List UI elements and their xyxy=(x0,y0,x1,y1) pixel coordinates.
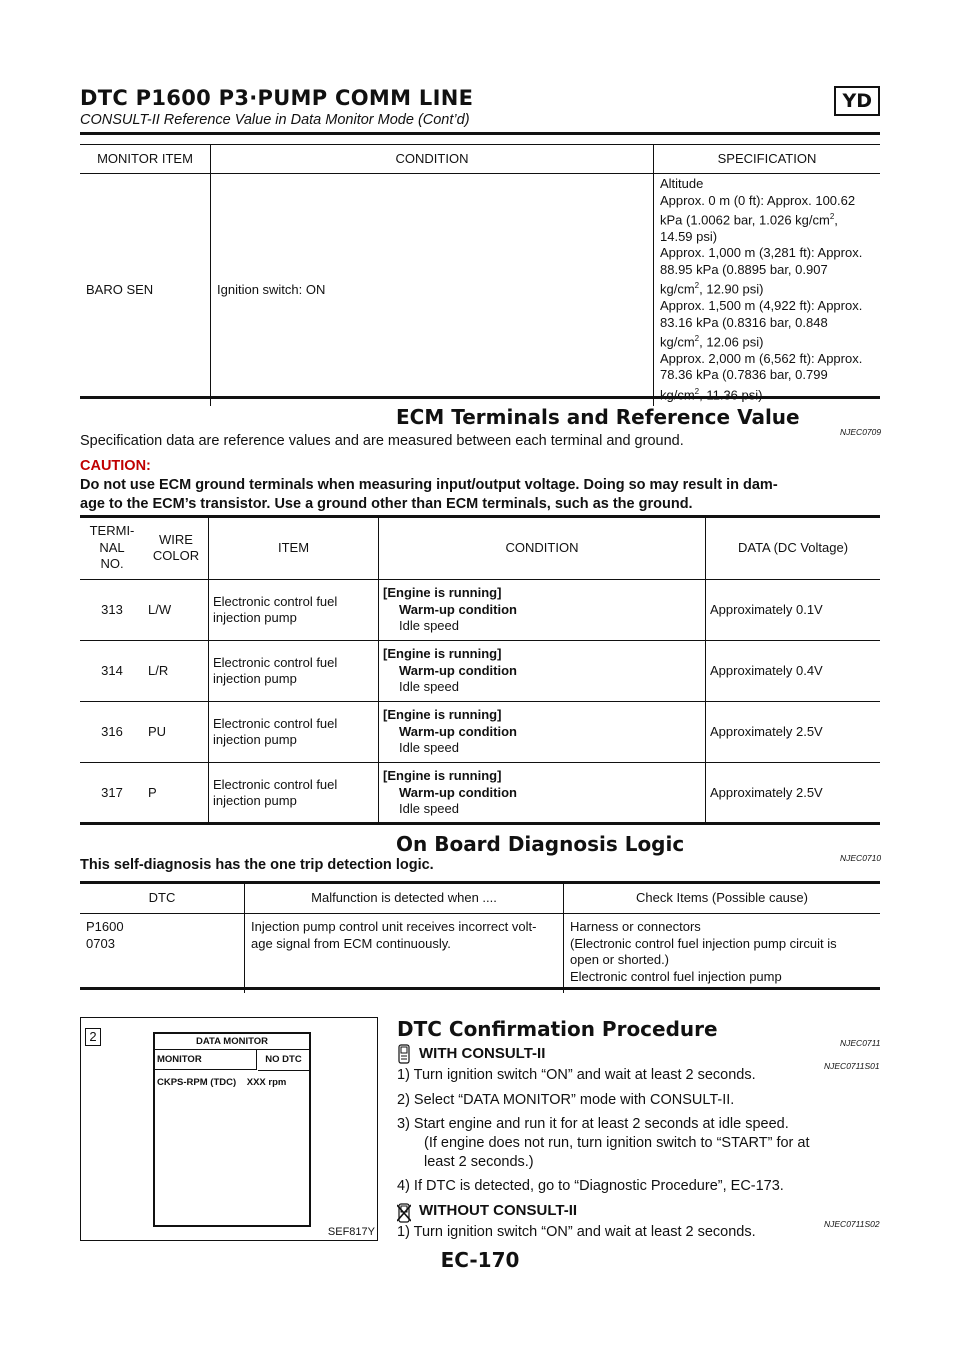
screen-title: DATA MONITOR xyxy=(155,1034,309,1050)
caution-line: age to the ECM’s transistor. Use a ground other than ECM terminals, such as the ground. xyxy=(80,496,693,512)
model-badge: YD xyxy=(834,86,880,116)
condition-cell: [Engine is running] Warm-up condition Idle speed xyxy=(379,641,706,702)
header-condition: CONDITION xyxy=(379,517,706,580)
obd-section-code: NJEC0710 xyxy=(840,853,882,863)
wire-color: PU xyxy=(144,702,209,763)
wire-color: P xyxy=(148,784,157,800)
terminal-no: 317 xyxy=(101,784,123,800)
item-cell: Electronic control fuel injection pump xyxy=(209,702,379,763)
spec-line: 14.59 psi) xyxy=(660,228,718,244)
item-cell: Electronic control fuel injection pump xyxy=(209,641,379,702)
item-cell: Electronic control fuel injection pump xyxy=(209,580,379,641)
header-wire-color: WIRE COLOR xyxy=(144,517,209,580)
spec-line: $kg/cm^2$, 12.06 psi) xyxy=(660,334,764,350)
header-specification: SPECIFICATION xyxy=(654,145,881,174)
specification-cell xyxy=(654,174,881,406)
table-row xyxy=(80,763,880,824)
header-dtc: DTC xyxy=(80,884,245,914)
with-consult-title: WITH CONSULT-II xyxy=(419,1045,546,1062)
spec-line: kPa (1.0062 bar, 1.026 $kg/cm^2$, xyxy=(660,212,838,228)
without-consult-title: WITHOUT CONSULT-II xyxy=(419,1202,578,1219)
step-1: 1) Turn ignition switch “ON” and wait at least 2 seconds. xyxy=(397,1067,756,1083)
monitor-table xyxy=(80,145,880,406)
without-consult-code: NJEC0711S02 xyxy=(824,1219,880,1229)
table-row xyxy=(80,702,880,763)
ecm-section-title: ECM Terminals and Reference Value xyxy=(396,405,800,429)
step-3-cont: (If engine does not run, turn ignition switch to “START” for at xyxy=(424,1135,810,1151)
terminal-no: 316 xyxy=(80,702,144,763)
page-number: EC-170 xyxy=(440,1248,520,1272)
header-terminal-no: TERMI- NAL NO. xyxy=(80,517,144,580)
without-step-1: 1) Turn ignition switch “ON” and wait at least 2 seconds. xyxy=(397,1224,756,1240)
condition-cell: [Engine is running] Warm-up condition Idle speed xyxy=(379,702,706,763)
table-row xyxy=(80,580,880,641)
page-title: DTC P1600 P3·PUMP COMM LINE xyxy=(80,86,474,110)
step-4: 4) If DTC is detected, go to “Diagnostic Procedure”, EC-173. xyxy=(397,1178,784,1194)
terminal-no: 314 xyxy=(80,641,144,702)
caution-line: Do not use ECM ground terminals when measuring input/output voltage. Doing so may result in dam- xyxy=(80,477,778,493)
step-3: 3) Start engine and run it for at least 2 seconds at idle speed. xyxy=(397,1116,789,1132)
terminal-no: 313 xyxy=(80,580,144,641)
obd-table-bottom-rule xyxy=(80,987,880,990)
header-condition: CONDITION xyxy=(211,145,654,174)
data-cell: Approximately 0.4V xyxy=(706,641,881,702)
ecm-table-bottom-rule xyxy=(80,822,880,825)
confirm-section-title: DTC Confirmation Procedure xyxy=(397,1017,718,1041)
condition-cell: [Engine is running] Warm-up condition Idle speed xyxy=(379,763,706,824)
obd-table xyxy=(80,884,880,993)
consult-tool-icon xyxy=(397,1044,411,1064)
spec-line: 83.16 kPa (0.8316 bar, 0.848 xyxy=(660,314,828,330)
header-monitor-item: MONITOR ITEM xyxy=(80,145,211,174)
obd-section-title: On Board Diagnosis Logic xyxy=(396,832,685,856)
wire-color: L/R xyxy=(144,641,209,702)
caution-text xyxy=(80,476,882,514)
screen-data-row: CKPS-RPM (TDC) XXX rpm xyxy=(157,1077,287,1088)
ecm-section-code: NJEC0709 xyxy=(840,427,882,437)
spec-line: Altitude xyxy=(660,176,704,191)
consult-figure xyxy=(80,1017,378,1241)
wire-color: L/W xyxy=(144,580,209,641)
screen-no-dtc-label: NO DTC xyxy=(258,1050,309,1071)
page-subtitle: CONSULT-II Reference Value in Data Monitor Mode (Cont’d) xyxy=(80,112,470,128)
spec-line: Approx. 0 m (0 ft): Approx. 100.62 xyxy=(660,192,856,208)
spec-line: Approx. 1,000 m (3,281 ft): Approx. xyxy=(660,245,863,261)
check-items-cell: Harness or connectors (Electronic control fuel injection pump circuit is open or shorted.) Electronic control fuel injection pump xyxy=(564,914,881,994)
obd-intro: This self-diagnosis has the one trip detection logic. xyxy=(80,857,434,873)
spec-line: $kg/cm^2$, 12.90 psi) xyxy=(660,281,764,297)
item-cell: Electronic control fuel injection pump xyxy=(209,763,379,824)
monitor-item-cell: BARO SEN xyxy=(86,281,154,297)
ecm-terminal-table xyxy=(80,517,880,823)
header-data: DATA (DC Voltage) xyxy=(706,517,881,580)
caution-title: CAUTION: xyxy=(80,458,151,474)
ecm-intro: Specification data are reference values and are measured between each terminal and ground. xyxy=(80,433,684,449)
with-consult-code: NJEC0711S01 xyxy=(824,1061,880,1071)
figure-number: 2 xyxy=(85,1028,101,1046)
header-rule xyxy=(80,132,880,135)
data-monitor-screen xyxy=(153,1032,311,1227)
figure-id: SEF817Y xyxy=(327,1226,375,1238)
spec-line: $kg/cm^2$, 11.36 psi) xyxy=(660,386,763,403)
table-row xyxy=(80,914,880,994)
data-cell: Approximately 2.5V xyxy=(706,763,881,824)
spec-line: 88.95 kPa (0.8895 bar, 0.907 xyxy=(660,261,828,277)
header-malfunction: Malfunction is detected when .... xyxy=(245,884,564,914)
spec-line: Approx. 1,500 m (4,922 ft): Approx. xyxy=(660,298,863,314)
spec-line: 78.36 kPa (0.7836 bar, 0.799 xyxy=(660,367,828,383)
step-3-cont: least 2 seconds.) xyxy=(424,1154,534,1170)
condition-cell: [Engine is running] Warm-up condition Idle speed xyxy=(379,580,706,641)
condition-cell: Ignition switch: ON xyxy=(211,174,654,406)
data-cell: Approximately 0.1V xyxy=(706,580,881,641)
header-item: ITEM xyxy=(209,517,379,580)
screen-monitor-label: MONITOR xyxy=(155,1050,257,1070)
data-cell: Approximately 2.5V xyxy=(706,702,881,763)
confirm-section-code: NJEC0711 xyxy=(840,1038,881,1048)
dtc-cell: P1600 0703 xyxy=(86,919,124,951)
spec-line: Approx. 2,000 m (6,562 ft): Approx. xyxy=(660,350,863,366)
malfunction-cell: Injection pump control unit receives incorrect volt- age signal from ECM continuously. xyxy=(245,914,564,994)
no-consult-tool-icon xyxy=(397,1203,411,1223)
table-row xyxy=(80,641,880,702)
table-bottom-rule xyxy=(80,396,880,399)
header-check-items: Check Items (Possible cause) xyxy=(564,884,881,914)
step-2: 2) Select “DATA MONITOR” mode with CONSULT-II. xyxy=(397,1092,735,1108)
